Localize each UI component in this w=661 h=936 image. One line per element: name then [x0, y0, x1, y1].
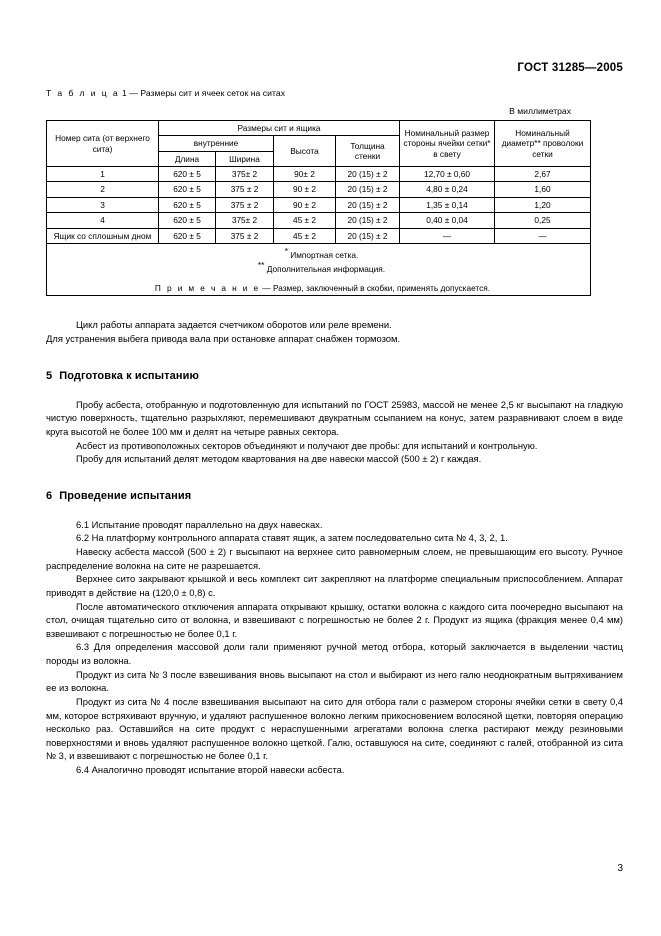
- paragraph-5-3: Пробу для испытаний делят методом квартования на две навески массой (500 ± 2) г каждая.: [76, 453, 482, 465]
- cell-wall: 20 (15) ± 2: [336, 167, 400, 182]
- cell-length: 620 ± 5: [159, 228, 216, 243]
- table-note: [56, 283, 589, 293]
- table-wrapper: [46, 120, 623, 296]
- sieve-dimensions-table: [46, 120, 591, 296]
- table-caption-text: — Размеры сит и ячеек сеток на ситах: [129, 88, 286, 98]
- cell-wire: 2,67: [495, 167, 591, 182]
- cell-width: 375 ± 2: [216, 197, 274, 212]
- paragraph-6-2d: После автоматического отключения аппарата открывают крышку, остатки волокна с каждого сита поочередно высыпают на стол, очищая тщательно сито от волокна, и взвешивают с погрешностью не более 2 г. Продукт из ящика (фракция менее 0,4 мм) взвешивают с погрешностью не более 0,1 г.: [46, 600, 623, 639]
- header-width: Ширина: [216, 151, 274, 166]
- table-caption-number: 1: [121, 88, 127, 98]
- table-note-label: П р и м е ч а н и е: [154, 283, 261, 294]
- section-heading-6: [46, 490, 623, 502]
- table-row: [47, 167, 591, 182]
- cell-length: 620 ± 5: [159, 182, 216, 197]
- cell-sieve-number: 1: [47, 167, 159, 182]
- header-wall-thickness: Толщина стенки: [336, 136, 400, 167]
- table-row: [47, 197, 591, 212]
- cell-sieve-number: 2: [47, 182, 159, 197]
- section-number: 5: [46, 369, 53, 382]
- cell-mesh: 0,40 ± 0,04: [400, 213, 495, 228]
- header-mesh-side: Номинальный размер стороны ячейки сетки* в свету: [400, 121, 495, 167]
- footnote-text: Импортная сетка.: [290, 249, 359, 260]
- header-group-sizes: Размеры сит и ящика: [159, 121, 400, 136]
- cell-wire: 0,25: [495, 213, 591, 228]
- table-row: [47, 213, 591, 228]
- header-length: Длина: [159, 151, 216, 166]
- page-number: 3: [617, 863, 623, 874]
- cell-sieve-number: 4: [47, 213, 159, 228]
- cell-mesh: —: [400, 228, 495, 243]
- section-title: Проведение испытания: [59, 489, 192, 502]
- cell-height: 90± 2: [274, 167, 336, 182]
- cell-length: 620 ± 5: [159, 197, 216, 212]
- table-footnote: [54, 246, 589, 260]
- cell-wall: 20 (15) ± 2: [336, 197, 400, 212]
- cell-wire: —: [495, 228, 591, 243]
- paragraph-6-3: 6.3 Для определения массовой доли гали применяют ручной метод отбора, который заключается в выделении частиц породы из волокна.: [46, 641, 623, 667]
- section-heading-5: [46, 370, 623, 382]
- section-number: 6: [46, 489, 53, 502]
- cell-width: 375± 2: [216, 213, 274, 228]
- paragraph-6-1: 6.1 Испытание проводят параллельно на двух навесках.: [76, 518, 323, 530]
- cell-width: 375± 2: [216, 167, 274, 182]
- cell-height: 45 ± 2: [274, 213, 336, 228]
- footnote-marker: *: [284, 245, 288, 256]
- cell-length: 620 ± 5: [159, 213, 216, 228]
- cell-mesh: 12,70 ± 0,60: [400, 167, 495, 182]
- cell-height: 90 ± 2: [274, 182, 336, 197]
- table-notes-cell: [47, 243, 591, 296]
- cell-wall: 20 (15) ± 2: [336, 228, 400, 243]
- header-group-internal: внутренние: [159, 136, 274, 151]
- cell-sieve-number: Ящик со сплошным дном: [47, 228, 159, 243]
- cell-wire: 1,20: [495, 197, 591, 212]
- spacer: [46, 296, 623, 318]
- table-header-row-1: [47, 121, 591, 136]
- header-height: Высота: [274, 136, 336, 167]
- page-content: [46, 88, 623, 777]
- table-row: [47, 228, 591, 243]
- footnote-text: Дополнительная информация.: [266, 263, 386, 274]
- header-wire-diameter: Номинальный диаметр** проволоки сетки: [495, 121, 591, 167]
- cell-length: 620 ± 5: [159, 167, 216, 182]
- paragraph-5-1: Пробу асбеста, отобранную и подготовленную для испытаний по ГОСТ 25983, массой не менее 2,5 кг высыпают на гладкую чистую поверхность, тщательно разрыхляют, перемешивают двукратным ссыпанием на конус, затем разравнивают слоем в виде круга высотой не более 100 мм и делят на четыре равных сектора.: [46, 398, 623, 437]
- paragraph-6-4: 6.4 Аналогично проводят испытание второй навески асбеста.: [76, 764, 345, 776]
- table-caption-prefix: Т а б л и ц а: [46, 88, 120, 98]
- footnote-marker: **: [257, 260, 265, 270]
- table-caption: [46, 88, 623, 98]
- paragraph-6-2c: Верхнее сито закрывают крышкой и весь комплект сит закрепляют на платформе специальным приспособлением. Аппарат приводят в действие на (120,0 ± 0,8) с.: [46, 573, 623, 598]
- paragraph-6-3b: Продукт из сита № 3 после взвешивания вновь высыпают на стол и выбирают из него галю неоднократным вытряхиванием ее из волокна.: [46, 668, 623, 694]
- cell-wall: 20 (15) ± 2: [336, 213, 400, 228]
- paragraph-5-2: Асбест из противоположных секторов объединяют и получают две пробы: для испытаний и контрольную.: [76, 439, 538, 451]
- table-footnote: [54, 260, 589, 274]
- table-note-text: — Размер, заключенный в скобки, применять допускается.: [262, 283, 491, 294]
- cell-wall: 20 (15) ± 2: [336, 182, 400, 197]
- table-notes-row: [47, 243, 591, 296]
- cell-wire: 1,60: [495, 182, 591, 197]
- cell-mesh: 4,80 ± 0,24: [400, 182, 495, 197]
- cell-width: 375 ± 2: [216, 182, 274, 197]
- cell-height: 90 ± 2: [274, 197, 336, 212]
- paragraph-6-3c: Продукт из сита № 4 после взвешивания высыпают на сито для отбора гали с размером стороны ячейки сетки в свету 0,4 мм, которое встряхивают вручную, и удаляют распушенное волокно легким прикосновением волосяной щетки, повторяя операцию несколько раз. Оставшийся на сите продукт с нераспушенными агрегатами волокна слегка растирают между резиновыми поверхностями и вновь удаляют распушенное волокно щеткой. Галю, оставшуюся на сите, соединяют с галей, отобранной из сита № 3, и взвешивают с погрешностью не более 0,1 г.: [46, 695, 623, 762]
- paragraph-6-2b: Навеску асбеста массой (500 ± 2) г высыпают на верхнее сито равномерным слоем, не превышающим его высоту. Ручное распределение волокна на сите не разрешается.: [46, 546, 623, 571]
- standard-header: ГОСТ 31285—2005: [517, 62, 623, 74]
- cell-mesh: 1,35 ± 0,14: [400, 197, 495, 212]
- section-title: Подготовка к испытанию: [59, 369, 199, 382]
- cell-width: 375 ± 2: [216, 228, 274, 243]
- paragraph-brake: Для устранения выбега привода вала при остановке аппарат снабжен тормозом.: [46, 333, 401, 345]
- cell-height: 45 ± 2: [274, 228, 336, 243]
- paragraph-6-2: 6.2 На платформу контрольного аппарата ставят ящик, а затем последовательно сита № 4, 3, 2, 1.: [76, 532, 508, 544]
- table-units-note: В миллиметрах: [509, 106, 571, 116]
- cell-sieve-number: 3: [47, 197, 159, 212]
- table-row: [47, 182, 591, 197]
- header-sieve-number: Номер сита (от верхнего сита): [47, 121, 159, 167]
- paragraph-cycle: Цикл работы аппарата задается счетчиком оборотов или реле времени.: [76, 319, 392, 331]
